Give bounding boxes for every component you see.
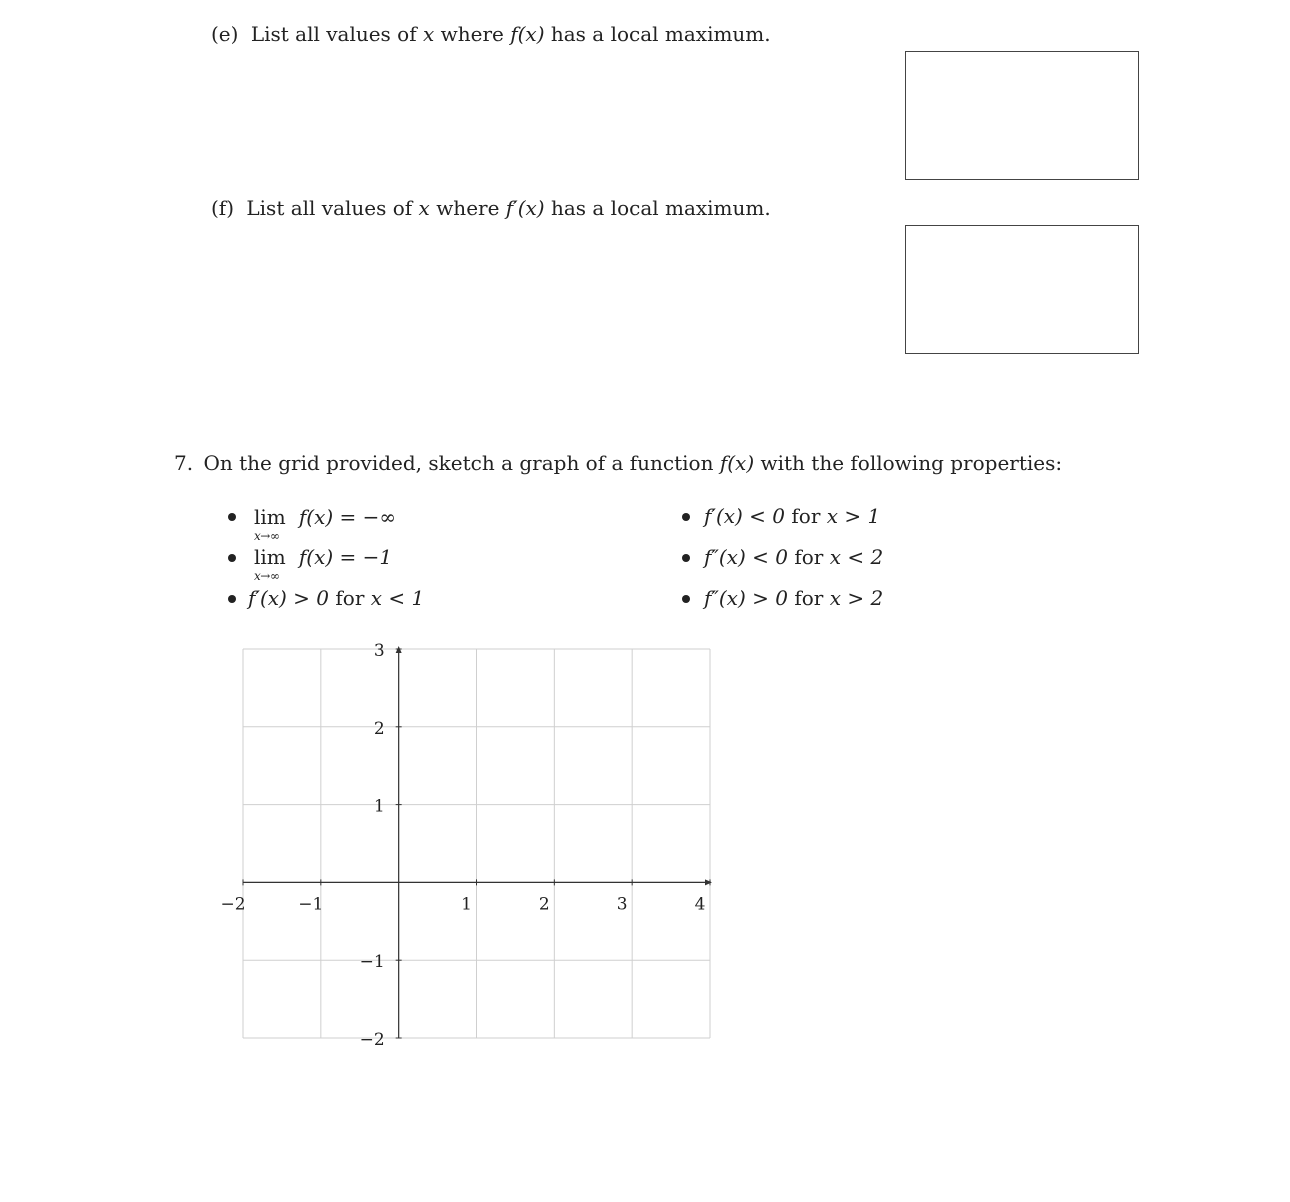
part-f-text-after: has a local maximum. [550, 196, 771, 220]
property-right-2-for: for [794, 545, 824, 569]
property-right-1-for: for [791, 504, 821, 528]
part-e-text-after: has a local maximum. [550, 22, 771, 46]
x-tick-label: 4 [694, 894, 706, 915]
part-e-text-mid: where [440, 22, 504, 46]
property-left-3-for: for [335, 586, 365, 610]
question-7-func: f(x) [719, 451, 755, 475]
part-f-var: x [418, 196, 430, 220]
property-left-2-expr: f(x) = −1 [298, 545, 393, 569]
part-e-text-before: List all values of [250, 22, 417, 46]
part-f-func: f′(x) [505, 196, 545, 220]
y-tick-label: 3 [373, 641, 385, 661]
part-f-text-mid: where [436, 196, 500, 220]
part-e-func: f(x) [510, 22, 545, 46]
x-tick-label: 3 [616, 894, 628, 915]
y-tick-label: −2 [359, 1030, 385, 1050]
property-right-3-expr-b: x > 2 [829, 586, 884, 610]
property-right-2-expr-b: x < 2 [829, 545, 884, 569]
lim-subscript: x→∞ [254, 569, 280, 583]
x-tick-label: −2 [220, 894, 246, 915]
y-tick-label: 2 [373, 718, 385, 739]
y-tick-label: 1 [373, 796, 385, 817]
property-right-1-expr-b: x > 1 [826, 504, 881, 528]
property-left-3-expr-b: x < 1 [370, 586, 425, 610]
y-tick-label: −1 [359, 952, 385, 973]
property-right-3-expr-a: f″(x) > 0 [704, 586, 788, 610]
property-right-2-expr-a: f″(x) < 0 [704, 545, 788, 569]
property-left-3-expr-a: f′(x) > 0 [248, 586, 330, 610]
x-tick-label: 1 [461, 894, 472, 915]
part-f-text-before: List all values of [246, 196, 413, 220]
lim-word: lim [254, 505, 286, 529]
property-right-1-expr-a: f′(x) < 0 [704, 504, 786, 528]
x-axis-arrow [705, 879, 712, 885]
question-7-text-before: On the grid provided, sketch a graph of a function [203, 451, 714, 475]
question-7-number: 7. [174, 451, 194, 475]
part-f-label: (f) [211, 196, 235, 220]
part-e-var: x [422, 22, 435, 46]
property-right-3-for: for [794, 586, 824, 610]
x-tick-label: −1 [298, 894, 324, 915]
property-left-1-expr: f(x) = −∞ [298, 505, 397, 529]
lim-subscript: x→∞ [254, 529, 280, 543]
part-e-label: (e) [211, 22, 239, 46]
lim-word: lim [254, 545, 286, 569]
x-tick-label: 2 [538, 894, 550, 915]
question-7-text-after: with the following properties: [760, 451, 1063, 475]
